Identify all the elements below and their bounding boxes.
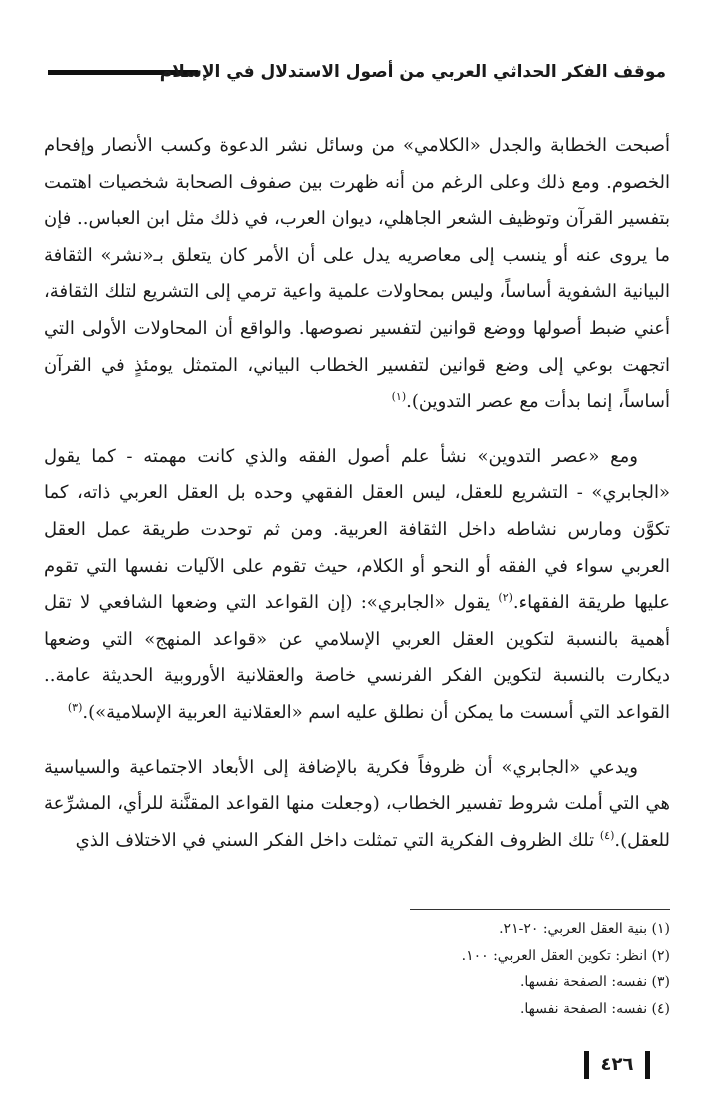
body-text xyxy=(44,128,670,859)
running-header xyxy=(48,58,666,88)
paragraph-text: أصبحت الخطابة والجدل «الكلامي» من وسائل نشر الدعوة وكسب الأنصار وإفحام الخصوم. ومع ذلك وعلى الرغم من أنه ظهرت بين صفوف الصحابة شخصيات اهتمت بتفسير القرآن وتوظيف الشعر الجاهلي، ديوان العرب، في ذلك مثل ابن العباس.. فإن ما يروى عنه أو ينسب إلى معاصريه يدل على أن الأمر كان يتعلق بـ«نشر» الثقافة البيانية الشفوية أساساً، وليس بمحاولات علمية واعية ترمي إلى التشريع لتلك الثقافة، أعني ضبط أصولها ووضع قوانين لتفسير نصوصها. والواقع أن المحاولات الأولى التي اتجهت بوعي إلى وضع قوانين لتفسير الخطاب البياني، المتمثل يومئذٍ في القرآن أساساً، إنما بدأت مع عصر التدوين). xyxy=(44,135,670,413)
paragraph-text: ويدعي «الجابري» أن ظروفاً فكرية بالإضافة إلى الأبعاد الاجتماعية والسياسية هي التي أملت شروط تفسير الخطاب، (وجعلت منها القواعد المقنَّنة للرأي، المشرِّعة للعقل). xyxy=(44,756,670,851)
running-header-title: موقف الفكر الحداثي العربي من أصول الاستدلال في الإسلام xyxy=(159,62,666,82)
footnote-ref-2: (٢) xyxy=(498,591,513,605)
paragraph-text-continued: تلك الظروف الفكرية التي تمثلت داخل الفكر السني في الاختلاف الذي xyxy=(75,829,600,851)
paragraph-3 xyxy=(44,750,670,860)
footnote-2: (٢) انظر: تكوين العقل العربي: ١٠٠. xyxy=(461,947,670,964)
paragraph-text: ومع «عصر التدوين» نشأ علم أصول الفقه والذي كانت مهمته - كما يقول «الجابري» - التشريع للعقل، ليس العقل الفقهي وحده بل العقل العربي ذاته، كما تكوَّن ومارس نشاطه داخل الثقافة العربية. ومن ثم توحدت طريقة عمل العقل العربي سواء في الفقه أو النحو أو الكلام، حيث تقوم على الآليات نفسها التي تقوم عليها طريقة الفقهاء. xyxy=(44,445,670,614)
footnote-4: (٤) نفسه: الصفحة نفسها. xyxy=(519,1000,670,1017)
page-number: ٤٢٦ xyxy=(584,1051,650,1079)
paragraph-2 xyxy=(44,439,670,732)
paragraph-text-continued: يقول «الجابري»: (إن القواعد التي وضعها الشافعي لا تقل أهمية بالنسبة لتكوين العقل العربي الإسلامي عن «قواعد المنهج» التي وضعها ديكارت بالنسبة لتكوين الفكر الفرنسي خاصة والعقلانية الأوروبية الحديثة عامة.. القواعد التي أسست ما يمكن أن نطلق عليه اسم «العقلانية العربية الإسلامية»). xyxy=(44,592,670,723)
footnotes xyxy=(44,916,670,1022)
footnote-ref-4: (٤) xyxy=(599,828,615,842)
footnote-3: (٣) نفسه: الصفحة نفسها. xyxy=(519,974,670,990)
footnote-ref-1: (١) xyxy=(391,390,407,404)
paragraph-1 xyxy=(44,128,670,421)
footnote-ref-3: (٣) xyxy=(67,700,83,714)
footnote-divider xyxy=(410,909,670,910)
footnote-1: (١) بنية العقل العربي: ٢٠-٢١. xyxy=(499,921,670,937)
